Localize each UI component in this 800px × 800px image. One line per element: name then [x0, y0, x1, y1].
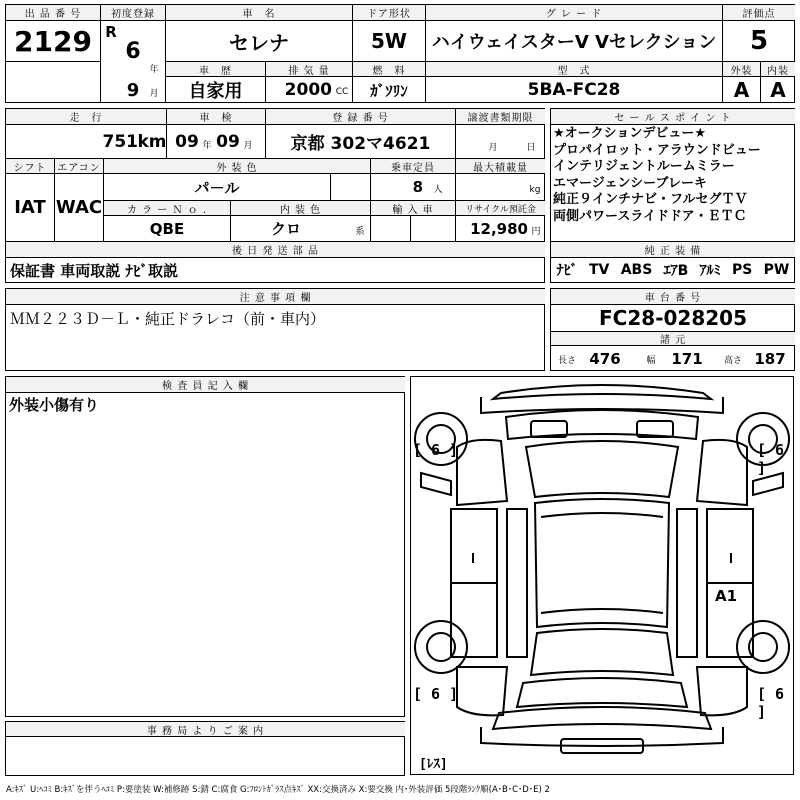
door-label: ドア形状 — [353, 5, 425, 20]
inspection-year-unit: 年 — [202, 140, 212, 151]
color-no: QBE — [149, 219, 185, 238]
equipment-item: ｱﾙﾐ — [699, 263, 721, 279]
inspector-block — [5, 376, 405, 717]
equipment-item: ｴｱB — [663, 263, 689, 279]
equipment-item: ABS — [620, 262, 653, 278]
ac: WAC — [55, 197, 103, 218]
color-no-label: カ ラ ー Ｎ ｏ . — [104, 201, 230, 215]
recycle-fee: 12,980 — [470, 219, 528, 238]
load-label: 最大積載量 — [456, 159, 545, 173]
exterior-color: パ－ル — [194, 178, 240, 197]
reg-year-unit: 年 — [149, 64, 159, 75]
shift-label: シフト — [6, 159, 54, 173]
inspection-month: 09 — [216, 131, 240, 152]
shift: IAT — [14, 197, 46, 218]
front-bumper — [493, 385, 711, 399]
int-color-unit: 系 — [355, 226, 365, 237]
legend: A:ｷｽﾞ U:ﾍｺﾐ B:ｷｽﾞを伴うﾍｺﾐ P:要塗装 W:補修跡 S:錆 C:腐食 G:ﾌﾛﾝﾄｶﾞﾗｽ点ｷｽﾞ XX:交換済み X:要交換 内･外装評価 5段階ﾗﾝｸ順(A･B･C･D･E) 2 — [6, 785, 550, 795]
tire-rear-right: [ 6 ] — [757, 685, 785, 721]
transfer-month-unit: 月 — [488, 142, 498, 153]
mileage-label: 走 行 — [6, 109, 166, 124]
door-type: 5W — [371, 29, 407, 53]
capacity: 8 — [412, 178, 423, 196]
capacity-label: 乗車定員 — [371, 159, 455, 173]
length: 476 — [589, 350, 621, 368]
car-outline-svg — [411, 377, 793, 774]
notes-label: 注 意 事 項 欄 — [6, 289, 545, 304]
displacement-label: 排 気 量 — [266, 62, 352, 76]
int-grade: A — [770, 78, 786, 102]
score: 5 — [749, 26, 769, 56]
spec-label: 諸 元 — [551, 332, 795, 345]
ext-grade-label: 外装 — [723, 62, 760, 76]
fuel-label: 燃 料 — [353, 62, 425, 76]
inspection-label: 車 検 — [167, 109, 265, 124]
displacement: 2000 — [284, 80, 332, 100]
plate-label: 登 録 番 号 — [266, 109, 455, 124]
grade: ハイウェイスターV Vセレクション — [431, 32, 717, 53]
inspector-text: 外装小傷有り — [9, 395, 100, 414]
color-label: 外 装 色 — [104, 159, 370, 173]
era: R — [105, 23, 117, 41]
plate-number: 京都 302マ4621 — [290, 134, 431, 154]
equipment-item: ﾅﾋﾞ — [556, 263, 578, 279]
sales-point-item: 純正９インチナビ・フルセグＴＶ — [553, 192, 748, 207]
width: 171 — [671, 350, 703, 368]
import-label: 輸 入 車 — [371, 201, 455, 215]
sales-point-item: ★オークションデビュー★ — [553, 126, 707, 141]
inspection-year: 09 — [175, 131, 199, 152]
equipment-label: 純 正 装 備 — [551, 242, 795, 257]
mileage-unit: km — [137, 131, 167, 152]
chassis-number: FC28-028205 — [599, 306, 747, 330]
lot-label: 出 品 番 号 — [6, 5, 100, 20]
spare-tire-mark: [ﾚｽ] — [419, 757, 448, 772]
int-grade-label: 内装 — [761, 62, 795, 76]
mileage: 751 — [102, 131, 138, 152]
tire-front-left: [ 6 ] — [413, 441, 459, 459]
car-name: セレナ — [229, 30, 289, 55]
accessories-label: 後 日 発 送 部 品 — [6, 242, 545, 257]
grade-label: グ レ ー ド — [426, 5, 722, 20]
length-label: 長さ — [557, 355, 576, 366]
height-label: 高さ — [723, 355, 742, 366]
sales-points-label: セ ー ル ス ポ イ ン ト — [551, 109, 795, 124]
first-reg-label: 初度登録 — [101, 5, 165, 20]
ac-label: エアコン — [55, 159, 103, 173]
reg-month: 9 — [126, 79, 140, 101]
int-color: クロ — [270, 220, 301, 238]
equipment-list — [551, 258, 795, 282]
car-diagram — [410, 376, 794, 775]
score-label: 評価点 — [723, 5, 795, 20]
inspection-month-unit: 月 — [243, 140, 253, 151]
sales-points-list — [553, 126, 761, 225]
sales-point-item: プロパイロット・アラウンドビュー — [553, 142, 761, 158]
int-color-label: 内 装 色 — [231, 201, 370, 215]
tire-front-right: [ 6 ] — [757, 441, 785, 477]
recycle-unit: 円 — [531, 226, 541, 237]
lot-number: 2129 — [14, 24, 92, 58]
equipment-item: PS — [731, 262, 753, 278]
model: 5BA-FC28 — [527, 80, 621, 100]
fuel: ｶﾞｿﾘﾝ — [370, 81, 408, 100]
damage-mark-a1: A1 — [715, 587, 738, 605]
equipment-item: PW — [763, 262, 790, 278]
recycle-label: リサイクル預託金 — [456, 201, 545, 215]
sales-point-item: エマージェンシーブレーキ — [553, 175, 707, 191]
transfer-label: 譲渡書類期限 — [456, 109, 545, 124]
model-label: 型 式 — [426, 62, 722, 76]
history-label: 車 歴 — [166, 62, 265, 76]
reg-year: 6 — [125, 38, 141, 64]
load-unit: kg — [529, 185, 541, 195]
capacity-unit: 人 — [433, 184, 443, 195]
sales-point-item: インテリジェントルームミラー — [553, 159, 735, 174]
ext-grade: A — [733, 78, 750, 102]
history: 自家用 — [188, 81, 243, 102]
inspector-label: 検 査 員 記 入 欄 — [6, 377, 405, 392]
office-label: 事 務 局 よ り ご 案 内 — [6, 722, 405, 736]
notes-text: ＭＭ２２３Ｄ－Ｌ・純正ドラレコ（前・車内） — [10, 309, 326, 328]
height: 187 — [754, 350, 786, 368]
accessories: 保証書 車両取説 ﾅﾋﾞ取説 — [10, 261, 178, 280]
reg-month-unit: 月 — [149, 88, 159, 99]
displacement-unit: CC — [335, 87, 349, 97]
transfer-day-unit: 日 — [526, 142, 536, 153]
chassis-label: 車 台 番 号 — [551, 289, 795, 304]
width-label: 幅 — [646, 355, 656, 366]
tire-rear-left: [ 6 ] — [413, 685, 459, 703]
car-name-label: 車 名 — [166, 5, 352, 20]
sales-point-item: 両側パワースライドドア・ＥＴＣ — [553, 208, 747, 224]
equipment-item: TV — [588, 262, 610, 278]
